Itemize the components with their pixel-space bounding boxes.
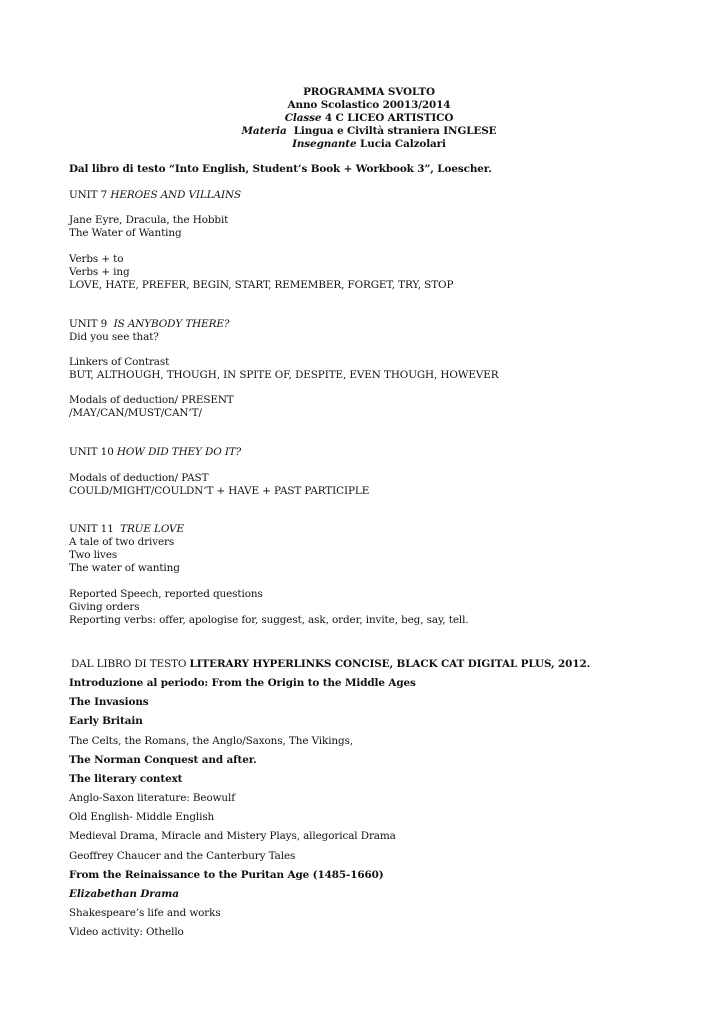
unit-11-line-1: A tale of two drivers <box>69 536 175 548</box>
literature-shakespeare: Shakespeare’s life and works <box>69 907 221 919</box>
literature-peoples: The Celts, the Romans, the Anglo/Saxons, The Vikings, <box>69 735 354 747</box>
unit-9-heading <box>69 318 229 331</box>
unit-7-grammar-1: Verbs + to <box>69 253 124 265</box>
unit-11-grammar-1: Reported Speech, reported questions <box>69 588 263 600</box>
unit-9-label: UNIT 9 <box>69 318 108 330</box>
textbook-2-line <box>71 658 590 671</box>
literature-renaissance: From the Reinaissance to the Puritan Age (1485-1660) <box>69 869 384 881</box>
unit-10-modals-list: COULD/MIGHT/COULDN’T + HAVE + PAST PARTICIPLE <box>69 485 370 497</box>
unit-11-heading <box>69 523 184 536</box>
school-year: Anno Scolastico 20013/2014 <box>287 99 451 111</box>
literature-elizabethan-drama: Elizabethan Drama <box>69 888 179 900</box>
class-line <box>0 112 725 125</box>
unit-11-grammar-2: Giving orders <box>69 601 140 613</box>
teacher-label: Insegnante <box>292 138 357 150</box>
textbook-1-line: Dal libro di testo “Into English, Student’s Book + Workbook 3”, Loescher. <box>69 163 492 175</box>
literature-othello: Video activity: Othello <box>69 926 184 938</box>
unit-11-line-3: The water of wanting <box>69 562 180 574</box>
unit-7-line-2: The Water of Wanting <box>69 227 182 239</box>
unit-9-title: IS ANYBODY THERE? <box>113 318 230 330</box>
teacher-line <box>0 138 725 151</box>
unit-7-title: HEROES AND VILLAINS <box>110 189 241 201</box>
unit-9-linkers-heading: Linkers of Contrast <box>69 356 170 368</box>
unit-10-title: HOW DID THEY DO IT? <box>116 446 242 458</box>
literature-beowulf: Anglo-Saxon literature: Beowulf <box>69 792 235 804</box>
subject-value: Lingua e Civiltà straniera INGLESE <box>293 125 497 137</box>
literature-chaucer: Geoffrey Chaucer and the Canterbury Tales <box>69 850 296 862</box>
literature-context: The literary context <box>69 773 183 785</box>
unit-9-line-1: Did you see that? <box>69 331 159 343</box>
unit-10-label: UNIT 10 <box>69 446 114 458</box>
class-label: Classe <box>284 112 322 124</box>
textbook-2-prefix: DAL LIBRO DI TESTO <box>71 658 187 670</box>
literature-norman-conquest: The Norman Conquest and after. <box>69 754 257 766</box>
unit-7-grammar-2: Verbs + ing <box>69 266 130 278</box>
unit-11-grammar-3: Reporting verbs: offer, apologise for, suggest, ask, order, invite, beg, say, tell. <box>69 614 469 626</box>
unit-7-line-1: Jane Eyre, Dracula, the Hobbit <box>69 214 229 226</box>
literature-intro: Introduzione al periodo: From the Origin to the Middle Ages <box>69 677 416 689</box>
literature-early-britain: Early Britain <box>69 715 143 727</box>
unit-10-heading <box>69 446 241 459</box>
document-title: PROGRAMMA SVOLTO <box>303 86 435 98</box>
teacher-value: Lucia Calzolari <box>360 138 446 150</box>
unit-11-label: UNIT 11 <box>69 523 114 535</box>
unit-9-linkers-list: BUT, ALTHOUGH, THOUGH, IN SPITE OF, DESPITE, EVEN THOUGH, HOWEVER <box>69 369 499 381</box>
literature-medieval-drama: Medieval Drama, Miracle and Mistery Plays, allegorical Drama <box>69 830 396 842</box>
subject-label: Materia <box>241 125 287 137</box>
textbook-2-title: LITERARY HYPERLINKS CONCISE, BLACK CAT DIGITAL PLUS, 2012. <box>189 658 591 670</box>
unit-11-title: TRUE LOVE <box>120 523 184 535</box>
class-value: 4 C LICEO ARTISTICO <box>324 112 454 124</box>
unit-9-modals-heading: Modals of deduction/ PRESENT <box>69 394 234 406</box>
unit-11-line-2: Two lives <box>69 549 118 561</box>
unit-7-heading <box>69 189 241 202</box>
literature-old-english: Old English- Middle English <box>69 811 215 823</box>
unit-7-grammar-3: LOVE, HATE, PREFER, BEGIN, START, REMEMBER, FORGET, TRY, STOP <box>69 279 454 291</box>
subject-line <box>0 125 725 138</box>
unit-9-modals-list: /MAY/CAN/MUST/CAN’T/ <box>69 407 202 419</box>
unit-7-label: UNIT 7 <box>69 189 108 201</box>
literature-invasions: The Invasions <box>69 696 149 708</box>
unit-10-modals-heading: Modals of deduction/ PAST <box>69 472 209 484</box>
